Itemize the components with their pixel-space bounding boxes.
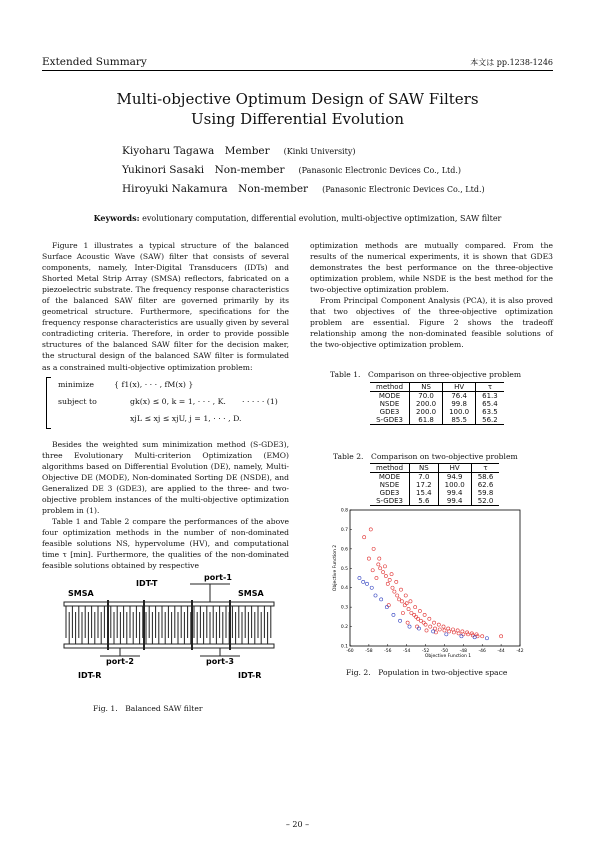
data-point <box>378 557 381 560</box>
equation-1: minimize { f1(x), · · · , fM(x) } subject to gk(x) ≤ 0, k = 1, · · · , K. · · · · · (1) xjL ≤ xj ≤ xjU, j = 1, · · · , D. <box>42 377 289 433</box>
data-point <box>445 633 448 636</box>
header-left: Extended Summary <box>42 56 147 68</box>
data-point <box>401 611 404 614</box>
paragraph: Figure 1 illustrates a typical structure of the balanced Surface Acoustic Wave (SAW) filter that consists of several components, namely, Inter-Digital Transducers (IDTs) and Shorted Metal Strip Array (SMSA) reflectors, fabricated on a piezoelectric substrate. The frequency response characteristics of the balanced SAW filter are governed primarily by its geometrical structure. Furthermore, specifications for the frequency response characteristics are usually given by several contradicting criteria. Therefore, in order to provide possible structures of the balanced SAW filter for the decision maker, the structural design of the balanced SAW filter is formulated as a constrained multi-objective optimization problem: <box>42 241 289 372</box>
data-point <box>466 633 469 636</box>
data-point <box>370 586 373 589</box>
data-point <box>387 604 390 607</box>
data-point <box>410 611 413 614</box>
label-idt-t: IDT-T <box>136 579 158 588</box>
saw-filter-diagram <box>60 574 280 682</box>
data-point <box>432 630 435 633</box>
x-tick-label: -52 <box>421 649 430 654</box>
page-number: – 20 – <box>285 820 310 829</box>
data-point <box>377 563 380 566</box>
data-point <box>443 629 446 632</box>
data-point <box>407 607 410 610</box>
y-tick-label: 0.7 <box>340 527 348 533</box>
table1 <box>370 382 504 425</box>
data-point <box>384 574 387 577</box>
paragraph: From Principal Component Analysis (PCA), it is also proved that two objectives of the three-objective optimization problem are essential. Figure 2 shows the tradeoff relationship among the non-dominated feasible solutions of the two-objective optimization problem. <box>310 296 553 350</box>
x-tick-label: -48 <box>459 649 468 654</box>
y-tick-label: 0.8 <box>340 508 348 514</box>
data-point <box>379 567 382 570</box>
data-point <box>429 625 432 628</box>
data-point <box>369 528 372 531</box>
data-point <box>438 628 441 631</box>
data-point <box>386 582 389 585</box>
data-point <box>422 621 425 624</box>
plot-frame <box>350 510 520 646</box>
author: Yukinori Sasaki Non-member (Panasonic Electronic Devices Co., Ltd.) <box>122 164 462 176</box>
label-smsa-left: SMSA <box>68 589 94 598</box>
data-point <box>398 598 401 601</box>
data-point <box>419 619 422 622</box>
data-point <box>500 635 503 638</box>
data-point <box>374 594 377 597</box>
data-point <box>475 633 478 636</box>
table-header-row: method NS HV τ <box>370 464 499 473</box>
y-tick-label: 0.5 <box>340 566 348 572</box>
data-point <box>466 631 469 634</box>
table-row: NSDE 200.0 99.8 65.4 <box>370 400 504 408</box>
table-header-row: method NS HV τ <box>370 383 504 392</box>
x-tick-label: -56 <box>384 649 392 654</box>
author: Kiyoharu Tagawa Member (Kinki University) <box>122 145 356 157</box>
data-point <box>381 571 384 574</box>
data-point <box>403 604 406 607</box>
keywords: Keywords: evolutionary computation, differential evolution, multi-objective optimization, SAW filter <box>93 213 502 223</box>
author-list <box>122 142 485 199</box>
data-point <box>413 613 416 616</box>
data-point <box>423 613 426 616</box>
data-point <box>383 565 386 568</box>
data-point <box>425 629 428 632</box>
x-tick-label: -60 <box>346 649 354 654</box>
data-point <box>481 635 484 638</box>
data-point <box>362 580 365 583</box>
table-row: MODE 7.0 94.9 58.6 <box>370 473 499 482</box>
data-point <box>391 586 394 589</box>
data-point <box>409 600 412 603</box>
header-right: 本文は pp.1238-1246 <box>470 58 553 67</box>
x-tick-label: -42 <box>516 649 524 654</box>
data-point <box>400 600 403 603</box>
table-row: GDE3 15.4 99.4 59.8 <box>370 489 499 497</box>
data-point <box>447 627 450 630</box>
data-point <box>372 547 375 550</box>
pareto-scatter-chart <box>330 506 525 658</box>
y-tick-label: 0.1 <box>340 644 348 650</box>
label-port3: port-3 <box>206 657 234 666</box>
author: Hiroyuki Nakamura Non-member (Panasonic Electronic Devices Co., Ltd.) <box>122 183 485 195</box>
x-tick-label: -46 <box>478 649 486 654</box>
data-point <box>399 588 402 591</box>
data-point <box>392 613 395 616</box>
data-point <box>417 627 420 630</box>
running-header <box>42 54 553 71</box>
table-row: MODE 70.0 76.4 61.3 <box>370 392 504 401</box>
label-smsa-right: SMSA <box>238 589 264 598</box>
data-point <box>365 582 368 585</box>
left-column <box>42 240 289 571</box>
data-point <box>415 615 418 618</box>
fig1-caption: Fig. 1. Balanced SAW filter <box>93 704 203 713</box>
data-point <box>390 573 393 576</box>
data-point <box>380 598 383 601</box>
data-point <box>408 625 411 628</box>
x-tick-label: -44 <box>497 649 505 654</box>
table2 <box>370 463 499 506</box>
data-point <box>461 630 464 633</box>
x-axis-label: Objective Function 1 <box>424 654 472 658</box>
data-point <box>473 636 476 639</box>
data-point <box>371 569 374 572</box>
y-tick-label: 0.2 <box>340 625 348 631</box>
data-point <box>393 590 396 593</box>
data-point <box>405 602 408 605</box>
table1-caption: Table 1. Comparison on three-objective problem <box>330 370 522 379</box>
data-point <box>367 557 370 560</box>
data-point <box>416 617 419 620</box>
data-point <box>396 594 399 597</box>
paragraph: Table 1 and Table 2 compare the performances of the above four optimization methods in the number of non-dominated feasible solutions NS, hypervolume (HV), and computational time τ [min]. Furthermore, the qualities of the non-dominated feasible solutions obtained by respective <box>42 516 289 571</box>
data-point <box>433 627 436 630</box>
label-port1: port-1 <box>204 574 232 582</box>
right-column <box>310 240 553 350</box>
data-point <box>460 635 463 638</box>
table-row: S-GDE3 61.8 85.5 56.2 <box>370 416 504 425</box>
data-point <box>406 621 409 624</box>
table-row: NSDE 17.2 100.0 62.6 <box>370 481 499 489</box>
data-point <box>418 609 421 612</box>
label-idt-r-right: IDT-R <box>238 671 262 680</box>
y-tick-label: 0.4 <box>340 586 348 592</box>
data-point <box>456 629 459 632</box>
data-point <box>415 625 418 628</box>
paragraph: Besides the weighted sum minimization method (S-GDE3), three Evolutionary Multi-criterion Optimization (EMO) algorithms based on Differential Evolution (DE), namely, Multi-Objective DE (MODE), Non-dominated Sorting DE (NSDE), and Generalized DE 3 (GDE3), are applied to the three- and two-objective problem instances of the multi-objective optimization problem in (1). <box>42 439 289 515</box>
label-idt-r-left: IDT-R <box>78 671 102 680</box>
data-point <box>485 637 488 640</box>
x-tick-label: -50 <box>440 649 449 654</box>
data-point <box>437 623 440 626</box>
fig2-caption: Fig. 2. Population in two-objective space <box>346 668 508 677</box>
table-row: GDE3 200.0 100.0 63.5 <box>370 408 504 416</box>
data-point <box>363 536 366 539</box>
x-tick-label: -58 <box>365 649 373 654</box>
data-point <box>470 632 473 635</box>
y-axis-label: Objective Function 2 <box>333 544 338 592</box>
data-point <box>428 617 431 620</box>
data-point <box>414 606 417 609</box>
data-point <box>471 634 474 637</box>
data-point <box>398 619 401 622</box>
data-point <box>451 628 454 631</box>
label-port2: port-2 <box>106 657 134 666</box>
data-point <box>432 621 435 624</box>
table2-caption: Table 2. Comparison on two-objective problem <box>333 452 518 461</box>
data-point <box>388 578 391 581</box>
data-point <box>424 623 427 626</box>
paragraph: optimization methods are mutually compared. From the results of the numerical experiments, it is shown that GDE3 demonstrates the best performance on the three-objective optimization problem, while NSDE is the best method for the two-objective optimization problem. <box>310 241 553 295</box>
bus-bar <box>64 644 274 648</box>
data-point <box>442 625 445 628</box>
data-point <box>395 580 398 583</box>
bus-bar <box>64 602 274 606</box>
table-row: S-GDE3 5.6 99.4 52.0 <box>370 497 499 506</box>
data-point <box>404 594 407 597</box>
data-point <box>358 576 361 579</box>
data-point <box>375 576 378 579</box>
x-tick-label: -54 <box>402 649 411 654</box>
y-tick-label: 0.6 <box>340 547 348 553</box>
y-tick-label: 0.3 <box>340 605 348 611</box>
paper-title: Multi-objective Optimum Design of SAW Filters Using Differential Evolution <box>116 90 479 128</box>
data-point <box>385 606 388 609</box>
